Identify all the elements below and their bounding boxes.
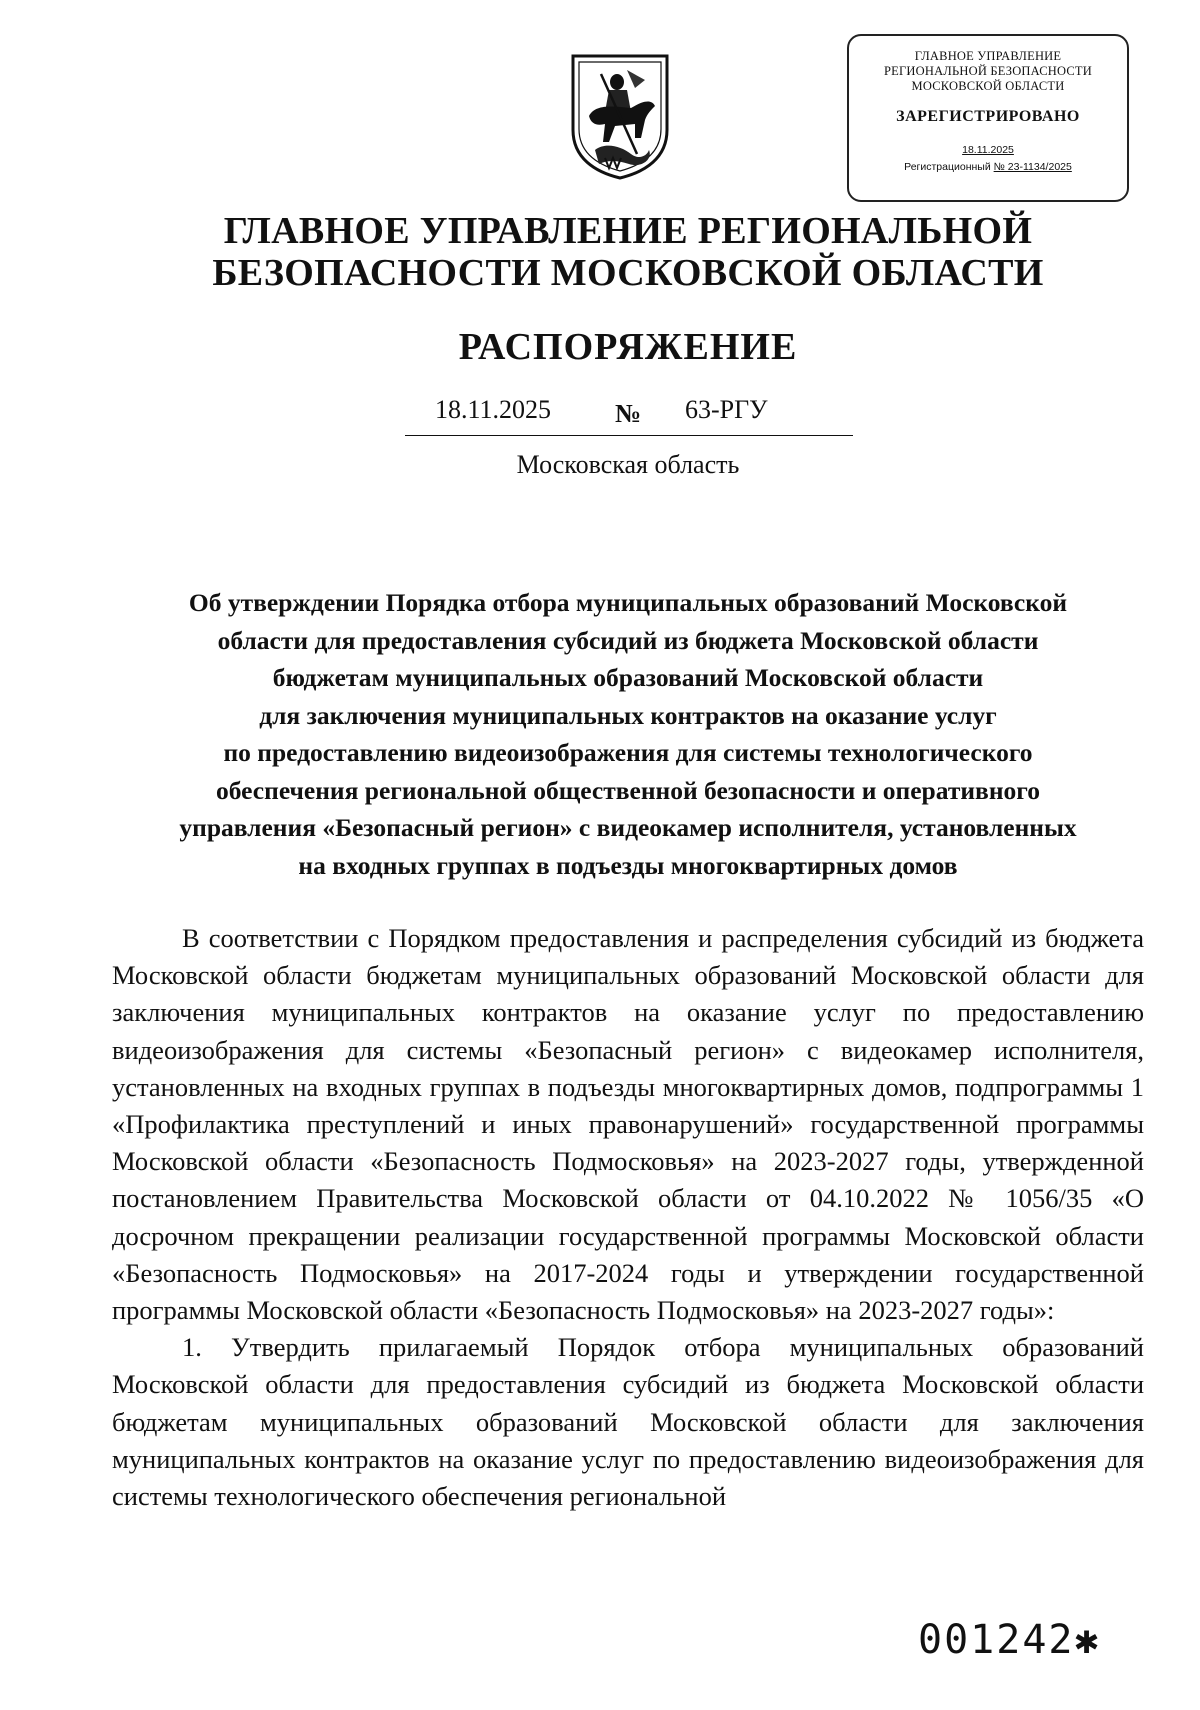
document-date: 18.11.2025 (435, 395, 552, 424)
document-serial-number: 001242✱ (918, 1617, 1101, 1663)
number-sign: № (615, 399, 642, 428)
registration-stamp (847, 34, 1129, 202)
organization-title: ГЛАВНОЕ УПРАВЛЕНИЕ РЕГИОНАЛЬНОЙ БЕЗОПАСНОСТИ МОСКОВСКОЙ ОБЛАСТИ (212, 210, 1044, 294)
subject-line: Об утверждении Порядка отбора муниципальных образований Московской (188, 588, 1068, 617)
body-paragraph-item-1: 1. Утвердить прилагаемый Порядок отбора муниципальных образований Московской области для предоставления субсидий из бюджета Московской области бюджетам муниципальных образований Московской области для заключения муниципальных контрактов на оказание услуг по предоставлению видеоизображения для системы технологического обеспечения региональной (112, 1332, 1144, 1512)
subject-line: на входных группах в подъезды многоквартирных домов (298, 850, 958, 880)
document-place: Московская область (516, 450, 740, 479)
coat-of-arms-emblem (565, 50, 675, 180)
date-number-line (405, 395, 853, 436)
subject-line: обеспечения региональной общественной безопасности и оперативного (216, 775, 1040, 805)
document-type: РАСПОРЯЖЕНИЕ (458, 326, 798, 368)
subject-line: области для предоставления субсидий из бюджета Московской области (217, 625, 1039, 655)
subject-line: управления «Безопасный регион» с видеокамер исполнителя, установленных (179, 813, 1077, 842)
subject-line: для заключения муниципальных контрактов на оказание услуг (259, 700, 997, 730)
body-paragraph-preamble: В соответствии с Порядком предоставления и распределения субсидий из бюджета Московской области бюджетам муниципальных образований Московской области для заключения муниципальных контрактов на оказание услуг по предоставлению видеоизображения для системы «Безопасный регион» с видеокамер исполнителя, установленных на входных группах в подъезды многоквартирных домов, подпрограммы 1 «Профилактика преступлений и иных правонарушений» государственной программы Московской области «Безопасность Подмосковья» на 2023-2027 годы, утвержденной постановлением Правительства Московской области от 04.10.2022 № 1056/35 «О досрочном прекращении реализации государственной программы Московской области «Безопасность Подмосковья» на 2017-2024 годы и утверждении государственной программы Московской области «Безопасность Подмосковья» на 2023-2027 годы»: (112, 923, 1144, 1326)
subject-line: по предоставлению видеоизображения для системы технологического (223, 738, 1033, 767)
subject-line: бюджетам муниципальных образований Московской области (272, 663, 984, 692)
stamp-status: ЗАРЕГИСТРИРОВАНО (896, 108, 1080, 125)
document-subject (112, 584, 1144, 884)
stamp-registration-number: Регистрационный № 23-1134/2025 (904, 161, 1072, 173)
asterisk-mark: ✱ (1074, 1617, 1101, 1663)
stamp-date: 18.11.2025 (962, 144, 1014, 156)
document-body (112, 920, 1144, 1515)
stamp-organization: ГЛАВНОЕ УПРАВЛЕНИЕ РЕГИОНАЛЬНОЙ БЕЗОПАСНОСТИ МОСКОВСКОЙ ОБЛАСТИ (883, 49, 1092, 93)
document-number: 63-РГУ (685, 395, 768, 424)
